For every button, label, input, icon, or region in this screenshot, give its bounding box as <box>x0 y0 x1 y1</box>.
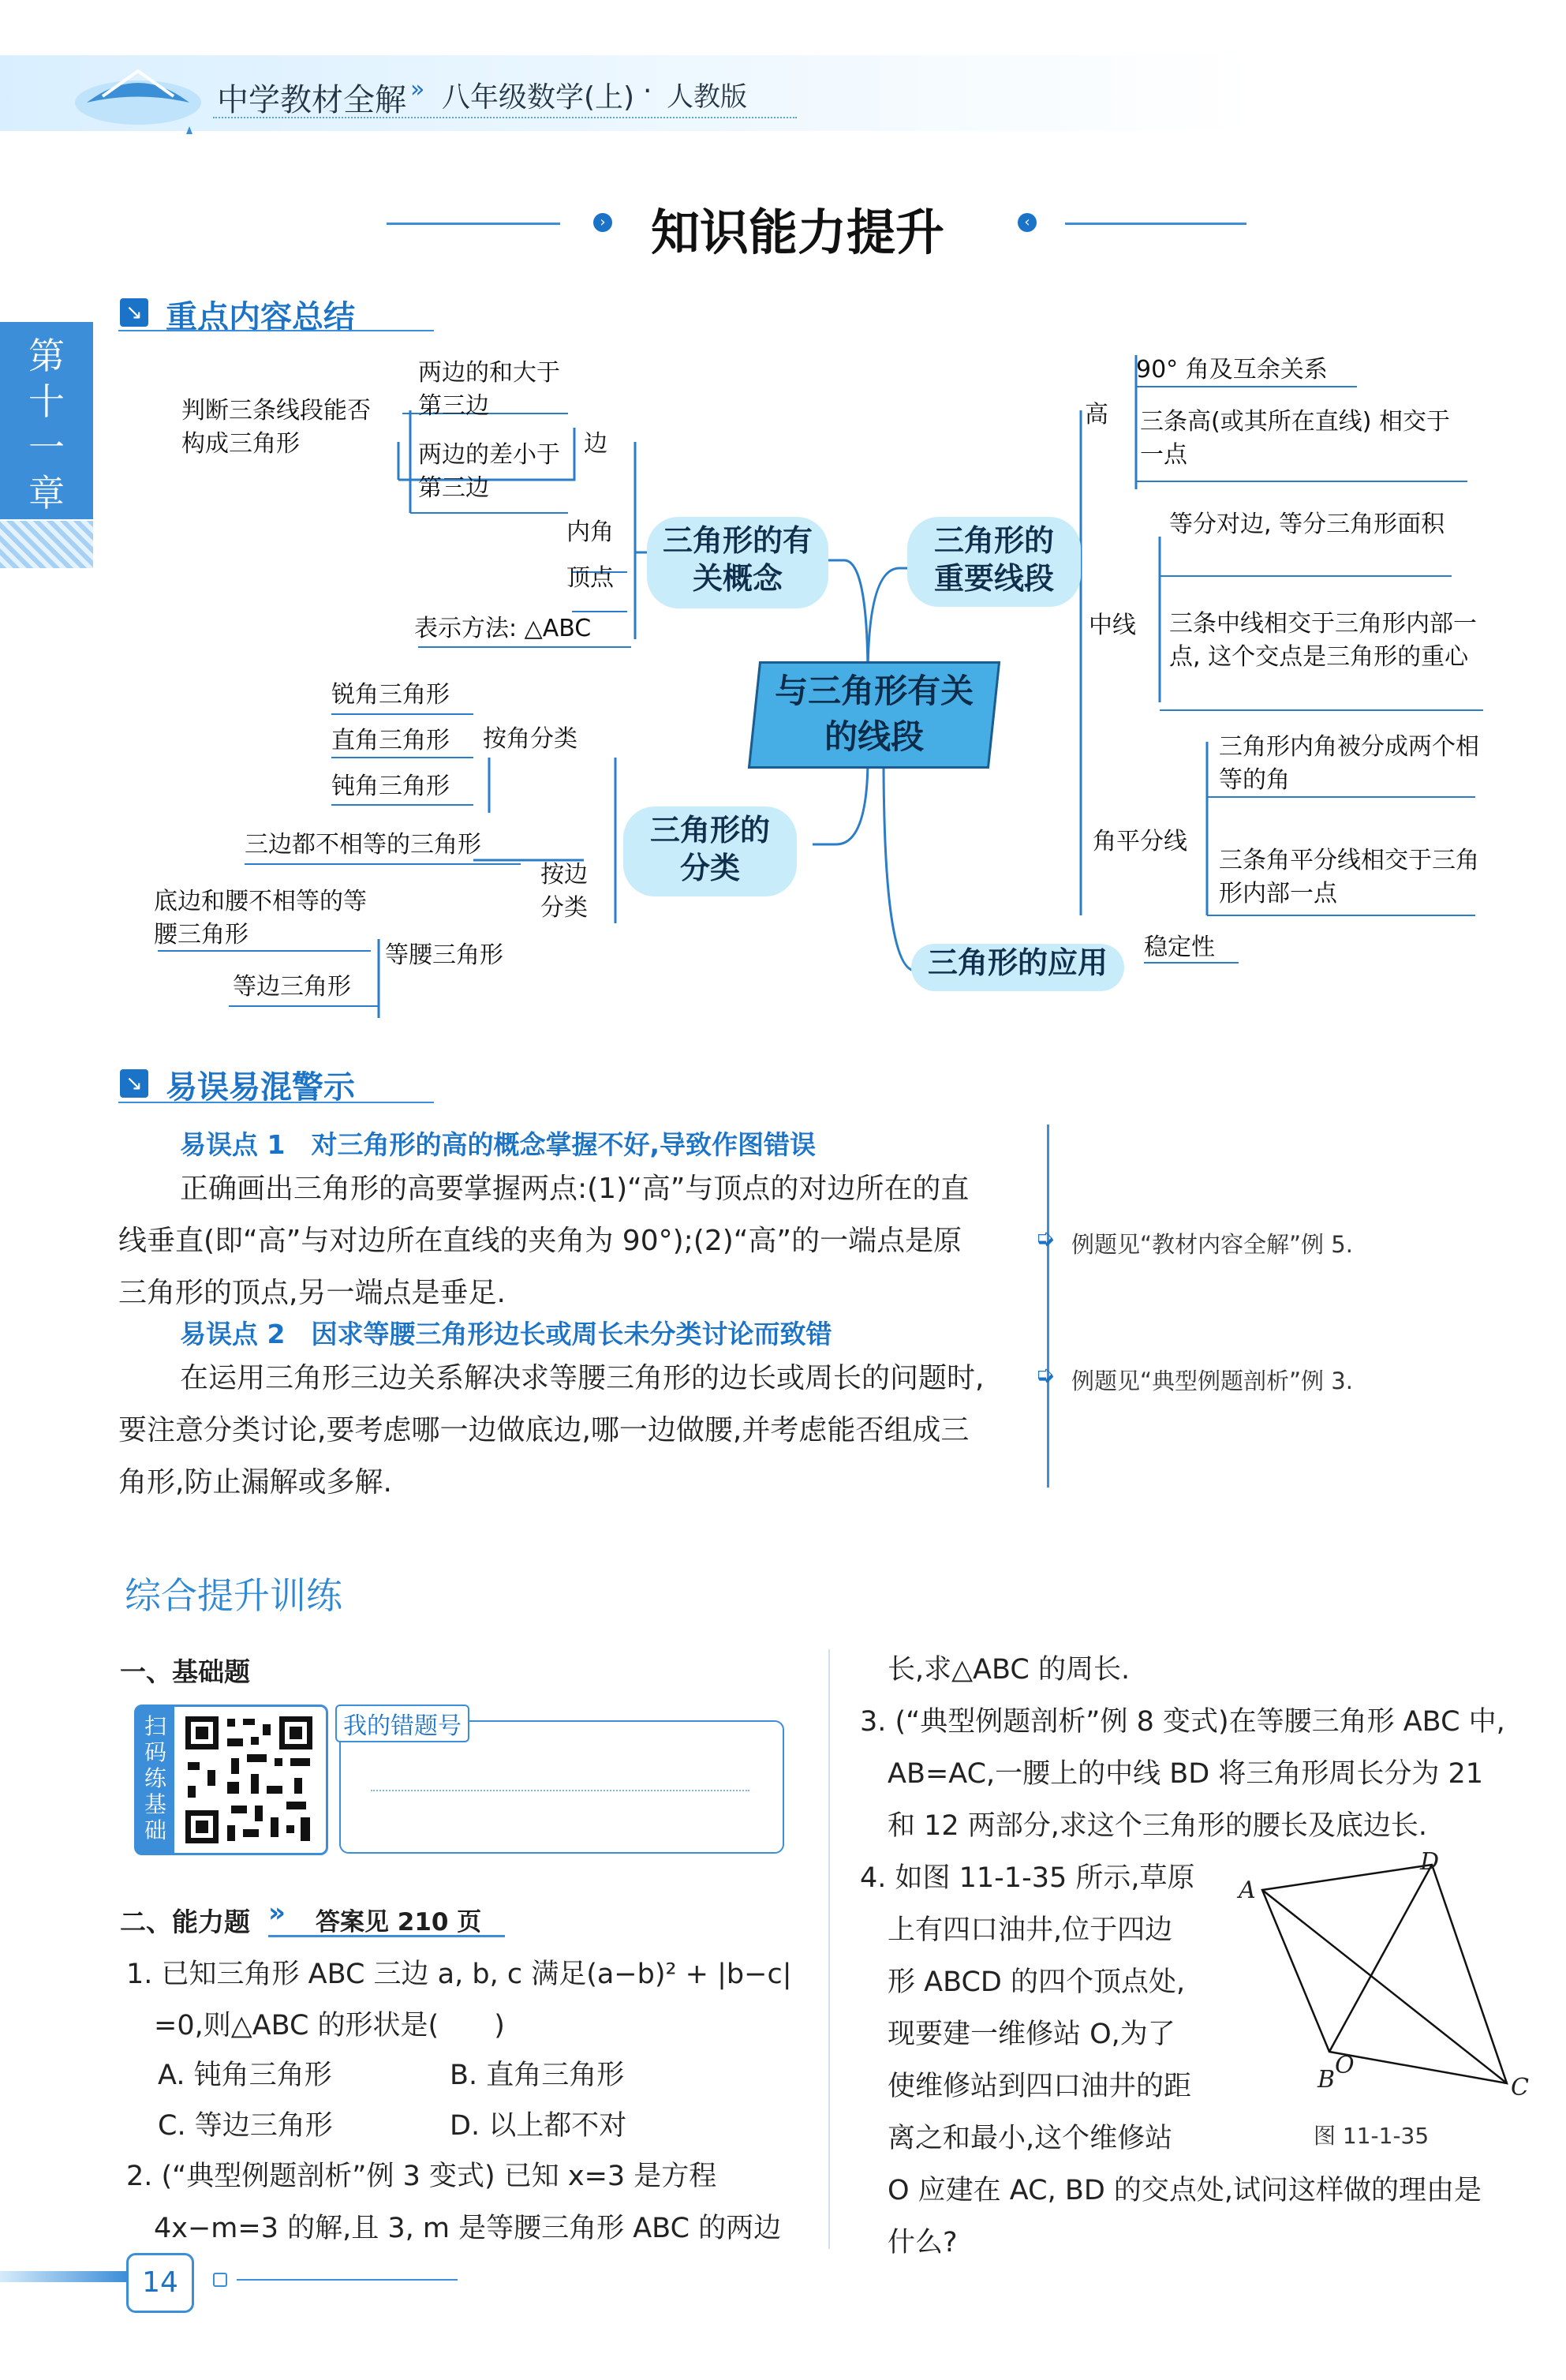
concept-diff-rule: 两边的差小于第三边 <box>418 441 560 502</box>
warnings-heading-rule <box>118 1102 434 1103</box>
node-concept: 三角形的有关概念 <box>647 517 828 608</box>
q4-line5: 使维修站到四口油井的距 <box>888 2071 1192 2102</box>
title-arrow-right-icon: ‹ <box>1018 213 1037 232</box>
my-wrong-line <box>371 1790 749 1791</box>
qr-label: 扫码练基础 <box>136 1707 174 1853</box>
q4-line4: 现要建一维修站 O,为了 <box>888 2019 1175 2050</box>
warning-2-ref: 例题见“典型例题剖析”例 3. <box>1071 1368 1353 1394</box>
basic-heading: 一、基础题 <box>120 1656 250 1687</box>
lines-m2: 三条中线相交于三角形内部一点, 这个交点是三角形的重心 <box>1169 610 1477 671</box>
page-number: 14 <box>126 2253 194 2313</box>
classify-right: 直角三角形 <box>331 727 450 754</box>
warning-1-title: 易误点 1 对三角形的高的概念掌握不好,导致作图错误 <box>180 1129 816 1160</box>
fig-label-a: A <box>1239 1877 1256 1904</box>
concept-angle: 内角 <box>566 518 614 546</box>
ref-arrow-icon: ➭ <box>1035 1361 1056 1389</box>
training-heading: 综合提升训练 <box>125 1574 342 1617</box>
footer-square-icon <box>213 2273 227 2287</box>
section-marker-icon: ↘ <box>120 1069 148 1098</box>
q1-line2: =0,则△ABC 的形状是( ) <box>154 2010 505 2041</box>
warning-2-line2: 要注意分类讨论,要考虑哪一边做底边,哪一边做腰,并考虑能否组成三 <box>118 1414 970 1446</box>
q1-option-c[interactable]: C. 等边三角形 <box>158 2110 333 2142</box>
ability-arrow-icon: » <box>268 1897 286 1929</box>
warning-2-line3: 角形,防止漏解或多解. <box>118 1466 392 1499</box>
header-subject: 八年级数学(上) <box>442 81 635 114</box>
header-chevron-icon: » <box>410 76 425 103</box>
q2-line3: 长,求△ABC 的周长. <box>888 1654 1131 1686</box>
warning-1-line3: 三角形的顶点,另一端点是垂足. <box>118 1277 506 1309</box>
section-marker-icon: ↘ <box>120 298 148 327</box>
q1-line1: 1. 已知三角形 ABC 三边 a, b, c 满足(a−b)² + |b−c| <box>126 1959 792 1990</box>
warning-2-line1: 在运用三角形三边关系解决求等腰三角形的边长或周长的问题时, <box>180 1362 985 1394</box>
q3-line3: 和 12 两部分,求这个三角形的腰长及底边长. <box>888 1810 1428 1842</box>
lines-m1: 等分对边, 等分三角形面积 <box>1169 511 1445 538</box>
fig-label-b: B <box>1317 2066 1336 2094</box>
fig-label-o: O <box>1335 2052 1355 2079</box>
chapter-tab: 第十一章 <box>0 322 93 519</box>
column-divider <box>828 1649 830 2249</box>
classify-equilateral: 等边三角形 <box>233 973 351 1001</box>
node-classify: 三角形的分类 <box>623 806 797 896</box>
concept-edge: 边 <box>584 430 607 458</box>
header-book: 中学教材全解 <box>217 82 406 118</box>
application-stability: 稳定性 <box>1144 934 1215 961</box>
q1-option-a[interactable]: A. 钝角三角形 <box>158 2060 332 2091</box>
quadrilateral-figure <box>1239 1847 1538 2107</box>
summary-heading: 重点内容总结 <box>166 299 355 335</box>
concept-vertex: 顶点 <box>566 564 614 592</box>
q4-line3: 形 ABCD 的四个顶点处, <box>888 1966 1186 1998</box>
my-wrong-label: 我的错题号 <box>335 1705 469 1742</box>
classify-scalene: 三边都不相等的三角形 <box>245 831 481 859</box>
q4-line8: 什么? <box>888 2227 958 2258</box>
qr-box[interactable] <box>134 1705 328 1855</box>
ability-heading: 二、能力题 <box>120 1907 250 1937</box>
title-arrow-left-icon: › <box>593 213 612 232</box>
q2-line2: 4x−m=3 的解,且 3, m 是等腰三角形 ABC 的两边 <box>154 2213 782 2244</box>
classify-acute: 锐角三角形 <box>331 681 450 709</box>
q3-line2: AB=AC,一腰上的中线 BD 将三角形周长分为 21 <box>888 1758 1484 1790</box>
q4-line6: 离之和最小,这个维修站 <box>888 2123 1173 2154</box>
fig-label-d: D <box>1420 1848 1440 1876</box>
node-application: 三角形的应用 <box>911 944 1124 991</box>
mindmap-center-node: 与三角形有关的线段 <box>748 661 1000 769</box>
q3-line1: 3. (“典型例题剖析”例 8 变式)在等腰三角形 ABC 中, <box>860 1706 1505 1738</box>
warning-2-title: 易误点 2 因求等腰三角形边长或周长未分类讨论而致错 <box>180 1319 832 1349</box>
header-edition: 人教版 <box>667 81 747 113</box>
lines-b2: 三条角平分线相交于三角形内部一点 <box>1219 847 1479 907</box>
footer-rule <box>237 2279 458 2281</box>
q4-line7: O 应建在 AC, BD 的交点处,试问这样做的理由是 <box>888 2175 1482 2206</box>
warning-1-ref: 例题见“教材内容全解”例 5. <box>1071 1231 1353 1258</box>
q1-option-d[interactable]: D. 以上都不对 <box>450 2110 627 2142</box>
fig-label-c: C <box>1511 2074 1529 2101</box>
footer-bar <box>0 2271 126 2282</box>
concept-notation: 表示方法: △ABC <box>414 615 592 642</box>
main-title: 知识能力提升 <box>651 204 945 261</box>
classify-obtuse: 钝角三角形 <box>331 773 450 800</box>
classify-by-angle: 按角分类 <box>483 725 577 753</box>
warnings-divider <box>1047 1125 1049 1488</box>
q1-option-b[interactable]: B. 直角三角形 <box>450 2060 625 2091</box>
ref-arrow-icon: ➭ <box>1035 1225 1056 1252</box>
answer-ref: 答案见 210 页 <box>316 1908 482 1937</box>
concept-sum-rule: 两边的和大于第三边 <box>418 359 560 420</box>
classify-isosceles: 等腰三角形 <box>385 941 503 969</box>
lines-b1: 三角形内角被分成两个相等的角 <box>1219 733 1479 794</box>
q2-line1: 2. (“典型例题剖析”例 3 变式) 已知 x=3 是方程 <box>126 2161 717 2192</box>
qr-code-icon <box>184 1715 314 1845</box>
header-sep: · <box>643 75 652 107</box>
warning-1-line1: 正确画出三角形的高要掌握两点:(1)“高”与顶点的对边所在的直 <box>180 1173 970 1205</box>
lines-height: 高 <box>1085 401 1108 428</box>
classify-iso-noneq: 底边和腰不相等的等腰三角形 <box>154 888 367 949</box>
lines-h1: 90° 角及互余关系 <box>1136 356 1328 384</box>
fig-caption: 图 11-1-35 <box>1314 2123 1430 2149</box>
node-lines: 三角形的重要线段 <box>907 517 1081 607</box>
q4-line1: 4. 如图 11-1-35 所示,草原 <box>860 1862 1195 1894</box>
lines-median: 中线 <box>1089 612 1136 639</box>
warning-1-line2: 线垂直(即“高”与对边所在直线的夹角为 90°);(2)“高”的一端点是原 <box>118 1225 962 1257</box>
warnings-heading: 易误易混警示 <box>166 1069 355 1106</box>
concept-judge: 判断三条线段能否构成三角形 <box>181 397 371 458</box>
q4-line2: 上有四口油井,位于四边 <box>888 1914 1173 1946</box>
lines-h2: 三条高(或其所在直线) 相交于一点 <box>1140 408 1450 469</box>
ability-rule <box>268 1935 505 1937</box>
classify-by-side: 按边分类 <box>540 861 588 922</box>
lines-bisector: 角平分线 <box>1093 828 1187 855</box>
